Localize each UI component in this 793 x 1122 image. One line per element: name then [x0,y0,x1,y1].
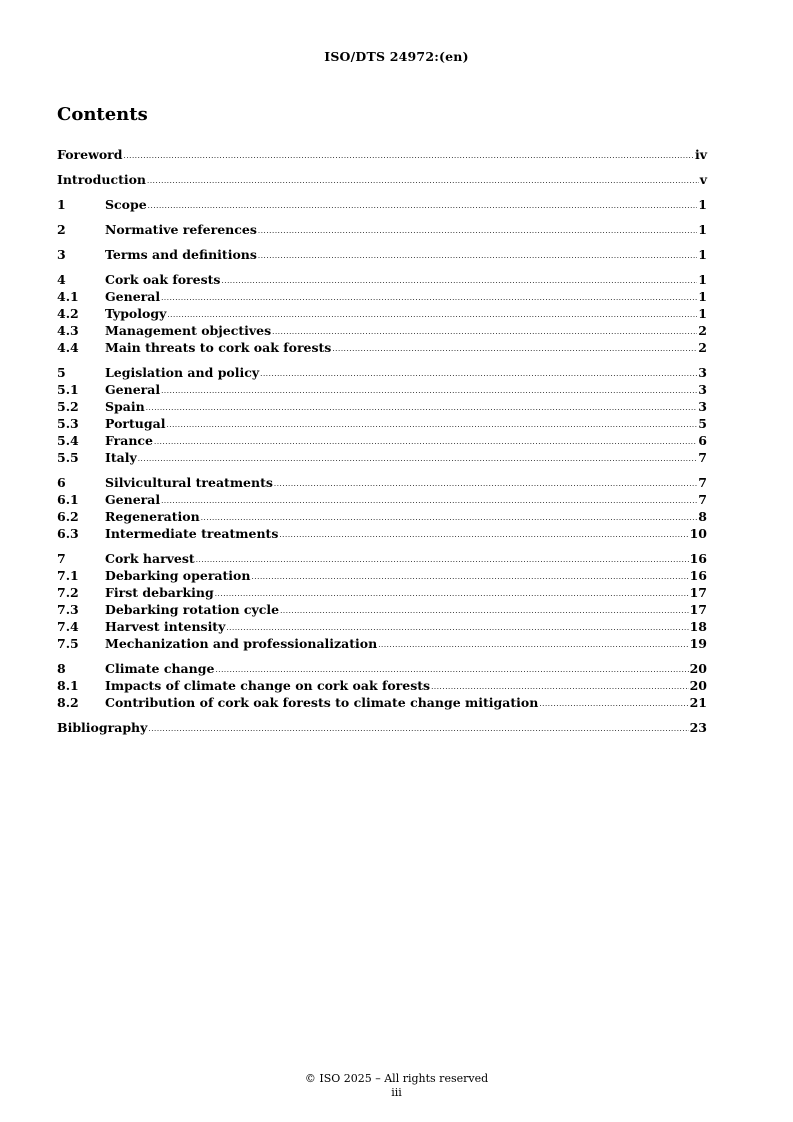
toc-entry-page: v [699,172,707,187]
toc-entry-page: 3 [698,365,707,380]
toc-entry[interactable] [57,660,707,677]
page-footer [0,1072,793,1100]
toc-entry[interactable] [57,694,707,711]
toc-dot-leader [258,220,697,240]
contents-title: Contents [57,104,148,125]
table-of-contents [57,146,707,744]
toc-entry[interactable] [57,288,707,305]
toc-entry[interactable] [57,508,707,525]
toc-entry-title: General [105,492,161,507]
toc-group [57,474,707,542]
toc-entry-page: 7 [698,475,707,490]
toc-entry-page: 20 [689,678,707,693]
toc-entry[interactable] [57,601,707,618]
toc-entry-number: 7.2 [57,585,79,600]
toc-entry-page: 5 [698,416,707,431]
toc-entry-title: Terms and definitions [105,247,257,262]
toc-entry-number: 8.1 [57,678,79,693]
toc-entry-page: 7 [698,492,707,507]
toc-entry-number: 7.4 [57,619,79,634]
toc-entry-number: 4 [57,272,66,287]
toc-group [57,719,707,736]
toc-entry-title: Management objectives [105,323,272,338]
toc-entry-number: 5 [57,365,66,380]
toc-entry-title: Intermediate treatments [105,526,279,541]
toc-entry-title: Climate change [105,661,215,676]
toc-entry-title: Debarking rotation cycle [105,602,280,617]
toc-entry-page: 1 [698,272,707,287]
toc-entry-title: Cork harvest [105,551,195,566]
toc-entry[interactable] [57,635,707,652]
toc-entry-page: 3 [698,382,707,397]
toc-entry-title: Mechanization and professionalization [105,636,378,651]
toc-entry-title: Introduction [57,172,147,187]
toc-entry-title: Foreword [57,147,123,162]
toc-entry-number: 7.1 [57,568,79,583]
toc-group [57,171,707,188]
toc-entry-number: 5.1 [57,382,79,397]
toc-dot-leader [258,245,697,265]
toc-entry-title: Impacts of climate change on cork oak forests [105,678,431,693]
toc-entry-number: 7 [57,551,66,566]
toc-entry-title: Cork oak forests [105,272,221,287]
toc-entry[interactable] [57,525,707,542]
toc-entry-page: 23 [689,720,707,735]
toc-entry-title: Regeneration [105,509,200,524]
toc-entry[interactable] [57,271,707,288]
toc-entry[interactable] [57,449,707,466]
document-id-header: ISO/DTS 24972:(en) [324,49,469,64]
toc-entry[interactable] [57,432,707,449]
toc-entry-number: 5.4 [57,433,79,448]
toc-entry-page: iv [694,147,707,162]
toc-entry-title: Italy [105,450,137,465]
toc-dot-leader [378,634,688,654]
toc-dot-leader [332,338,697,358]
toc-entry-number: 5.5 [57,450,79,465]
toc-entry[interactable] [57,305,707,322]
toc-entry-title: First debarking [105,585,214,600]
toc-entry[interactable] [57,584,707,601]
toc-entry-title: General [105,289,161,304]
toc-entry-number: 7.5 [57,636,79,651]
toc-entry-number: 4.3 [57,323,79,338]
toc-entry-title: Harvest intensity [105,619,226,634]
toc-group [57,271,707,356]
toc-entry[interactable] [57,196,707,213]
toc-entry[interactable] [57,677,707,694]
toc-entry-page: 1 [698,247,707,262]
toc-dot-leader [124,145,694,165]
toc-entry-number: 4.2 [57,306,79,321]
toc-entry-title: Contribution of cork oak forests to climate change mitigation [105,695,539,710]
toc-entry[interactable] [57,474,707,491]
toc-entry-page: 6 [698,433,707,448]
toc-entry-number: 7.3 [57,602,79,617]
toc-entry-number: 6.1 [57,492,79,507]
toc-entry-title: Scope [105,197,147,212]
toc-group [57,660,707,711]
toc-entry-page: 21 [689,695,707,710]
toc-entry-title: Typology [105,306,167,321]
toc-entry[interactable] [57,567,707,584]
toc-dot-leader [147,170,699,190]
toc-entry-number: 8 [57,661,66,676]
toc-entry-page: 8 [698,509,707,524]
toc-entry-page: 2 [698,323,707,338]
toc-entry-title: France [105,433,153,448]
page-number: iii [391,1086,402,1099]
toc-entry-number: 5.2 [57,399,79,414]
toc-entry-number: 4.1 [57,289,79,304]
toc-group [57,246,707,263]
toc-entry-page: 18 [689,619,707,634]
toc-entry[interactable] [57,398,707,415]
toc-entry[interactable] [57,719,707,736]
toc-group [57,550,707,652]
toc-entry[interactable] [57,364,707,381]
toc-group [57,364,707,466]
toc-entry-page: 1 [698,306,707,321]
toc-entry-page: 7 [698,450,707,465]
toc-entry-title: Silvicultural treatments [105,475,273,490]
toc-entry[interactable] [57,415,707,432]
toc-entry-page: 16 [689,568,707,583]
toc-entry[interactable] [57,171,707,188]
toc-entry-page: 10 [689,526,707,541]
copyright-notice: © ISO 2025 – All rights reserved [304,1072,489,1085]
toc-dot-leader [148,718,688,738]
toc-entry-page: 2 [698,340,707,355]
toc-entry-number: 5.3 [57,416,79,431]
toc-dot-leader [279,524,688,544]
toc-entry-page: 1 [698,197,707,212]
toc-entry-title: Legislation and policy [105,365,260,380]
toc-entry-title: Bibliography [57,720,148,735]
toc-entry[interactable] [57,618,707,635]
toc-entry-page: 1 [698,289,707,304]
toc-entry-page: 17 [689,602,707,617]
toc-entry-title: Spain [105,399,145,414]
toc-entry-page: 16 [689,551,707,566]
toc-entry-number: 6.3 [57,526,79,541]
toc-entry[interactable] [57,246,707,263]
toc-group [57,221,707,238]
toc-entry-number: 4.4 [57,340,79,355]
toc-group [57,146,707,163]
toc-entry-number: 8.2 [57,695,79,710]
toc-dot-leader [148,195,698,215]
toc-entry-title: Portugal [105,416,166,431]
toc-dot-leader [539,693,688,713]
toc-entry-page: 19 [689,636,707,651]
toc-entry-page: 1 [698,222,707,237]
toc-dot-leader [138,448,698,468]
toc-entry[interactable] [57,322,707,339]
toc-group [57,196,707,213]
toc-entry-title: Main threats to cork oak forests [105,340,332,355]
toc-entry-number: 6.2 [57,509,79,524]
toc-entry[interactable] [57,221,707,238]
toc-entry-number: 6 [57,475,66,490]
toc-entry[interactable] [57,339,707,356]
toc-entry[interactable] [57,381,707,398]
toc-entry-number: 2 [57,222,66,237]
toc-entry-title: Debarking operation [105,568,251,583]
toc-entry[interactable] [57,146,707,163]
toc-entry-page: 20 [689,661,707,676]
toc-entry-number: 1 [57,197,66,212]
toc-entry-number: 3 [57,247,66,262]
toc-entry-page: 17 [689,585,707,600]
toc-entry-title: Normative references [105,222,257,237]
toc-entry[interactable] [57,491,707,508]
toc-entry[interactable] [57,550,707,567]
toc-entry-title: General [105,382,161,397]
toc-entry-page: 3 [698,399,707,414]
